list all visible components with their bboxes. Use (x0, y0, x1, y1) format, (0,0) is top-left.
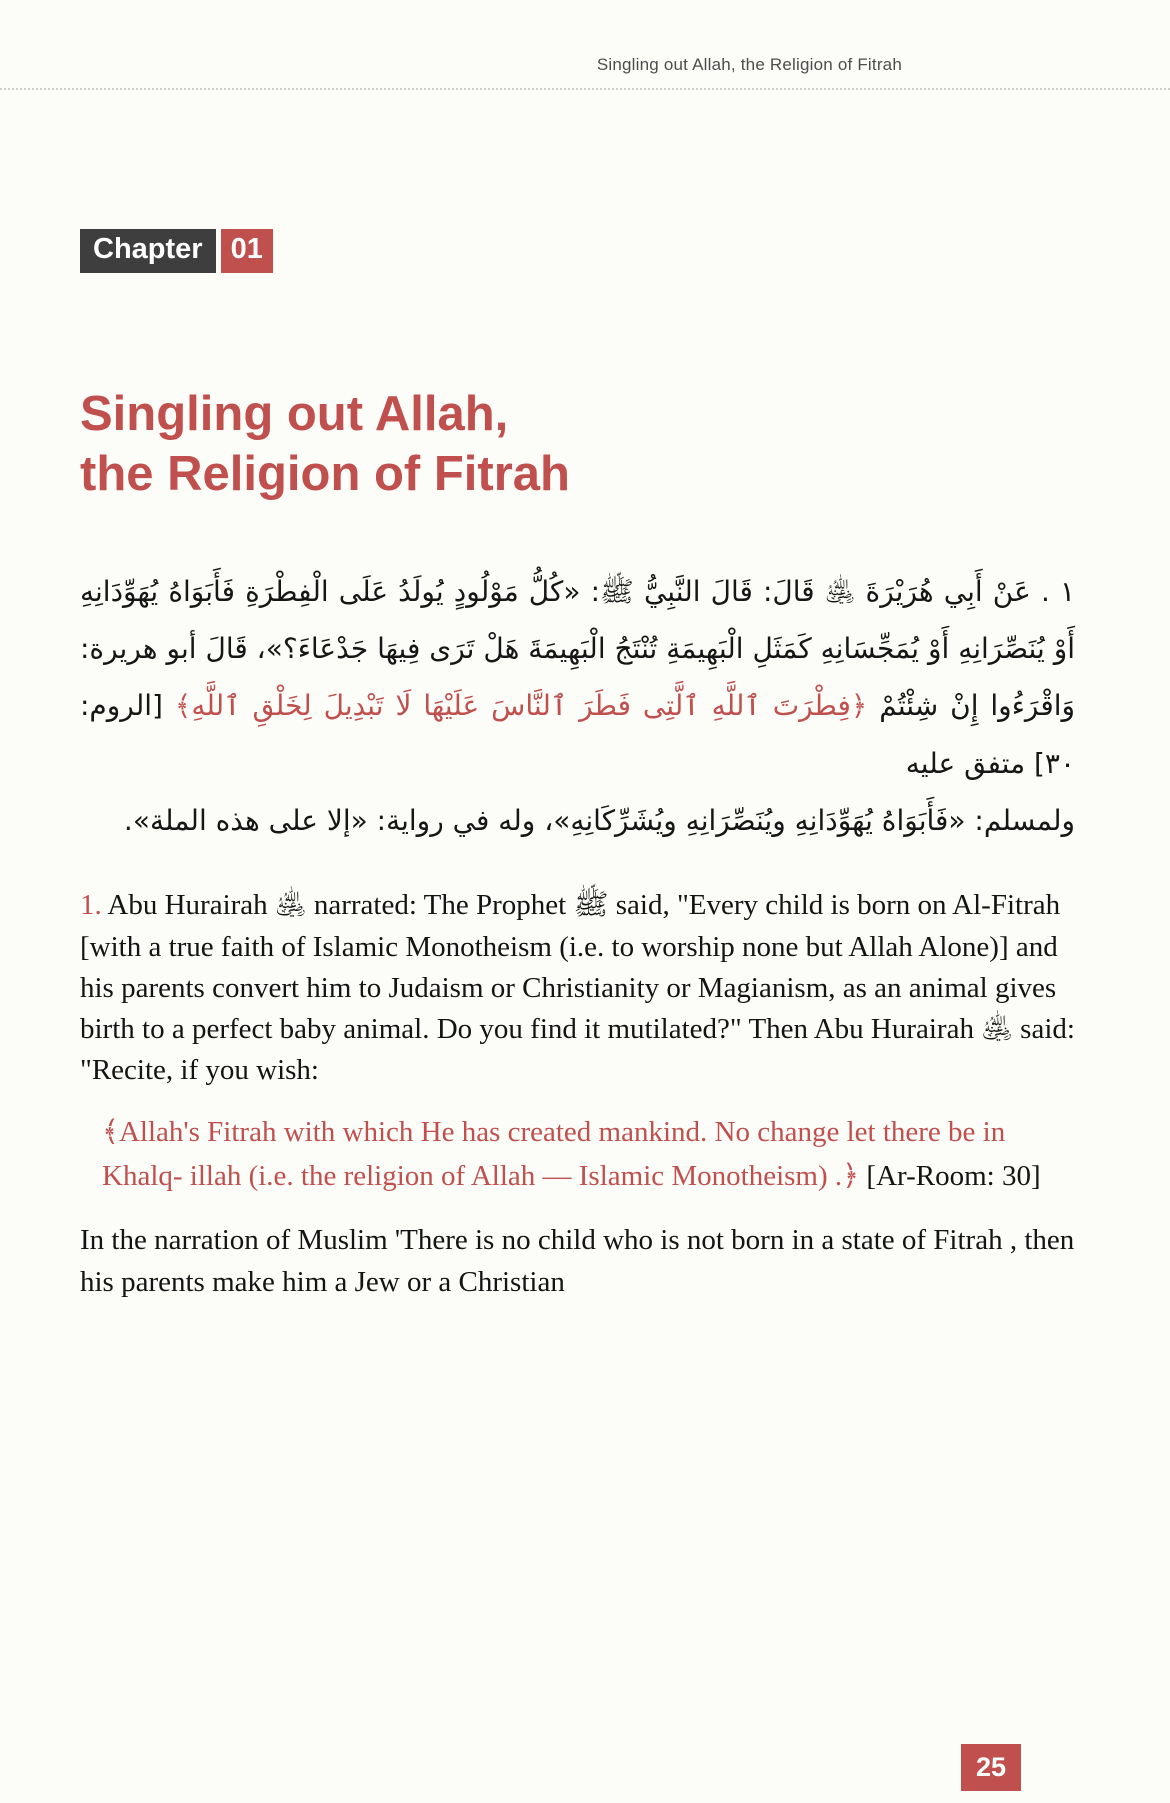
english-translation-block (80, 885, 1075, 1302)
arabic-muslim-narration: ولمسلم: «فَأَبَوَاهُ يُهَوِّدَانِهِ ويُنَصِّرَانِهِ ويُشَرِّكَانِهِ»، وله في رواية: «إلا على هذه الملة». (123, 804, 1075, 838)
quran-translation-quote (102, 1111, 1075, 1198)
chapter-number: 01 (221, 229, 273, 273)
muslim-narration-paragraph: In the narration of Muslim 'There is no child who is not born in a state of Fitrah , then his parents make him a Jew or a Christian (80, 1224, 1075, 1298)
arabic-hadith-paragraph (80, 563, 1075, 793)
page-number-badge: 25 (961, 1744, 1021, 1791)
hadith-translation-paragraph (80, 885, 1075, 1091)
chapter-title (80, 385, 1075, 505)
arabic-hadith-reference: [الروم: ٣٠] متفق عليه (80, 689, 1075, 780)
running-header: Singling out Allah, the Religion of Fitrah (596, 55, 902, 74)
hadith-number: 1. (80, 889, 102, 922)
chapter-title-line2: the Religion of Fitrah (80, 446, 570, 501)
chapter-title-line1: Singling out Allah, (80, 387, 509, 441)
chapter-badge (80, 229, 273, 273)
quran-translation-text: ﴾Allah's Fitrah with which He has created mankind. No change let there be in Khalq- illah (i.e. the religion of Allah — Islamic Monotheism) .﴿ (102, 1116, 1006, 1192)
quran-reference: [Ar-Room: 30] (866, 1159, 1041, 1192)
chapter-label: Chapter (80, 229, 216, 273)
hadith-translation-text: Abu Hurairah ﵁ narrated: The Prophet ﷺ said, "Every child is born on Al-Fitrah [with a true faith of Islamic Monotheism (i.e. to worship none but Allah Alone)] and his parents convert him to Judaism or Christianity or Magianism, as an animal gives birth to a perfect baby animal. Do you find it mutilated?" Then Abu Hurairah ﵁ said: "Recite, if you wish: (80, 889, 1075, 1087)
arabic-hadith-text: ١ . عَنْ أَبِي هُرَيْرَةَ ﵁ قَالَ: قَالَ النَّبِيُّ ﷺ: «كُلُّ مَوْلُودٍ يُولَدُ عَلَى الْفِطْرَةِ فَأَبَوَاهُ يُهَوِّدَانِهِ أَوْ يُنَصِّرَانِهِ أَوْ يُمَجِّسَانِهِ كَمَثَلِ الْبَهِيمَةِ تُنْتَجُ الْبَهِيمَةَ هَلْ تَرَى فِيهَا جَدْعَاءَ؟»، قَالَ أبو هريرة: وَاقْرَءُوا إِنْ شِئْتُمْ (80, 574, 1075, 723)
arabic-hadith-block (80, 563, 1075, 850)
header-divider (0, 88, 1170, 90)
arabic-quran-verse: ﴿فِطْرَتَ ٱللَّهِ ٱلَّتِى فَطَرَ ٱلنَّاسَ عَلَيْهَا لَا تَبْدِيلَ لِخَلْقِ ٱللَّهِ﴾ (174, 689, 868, 723)
